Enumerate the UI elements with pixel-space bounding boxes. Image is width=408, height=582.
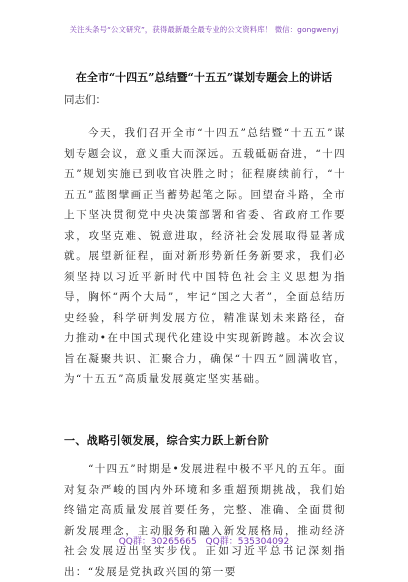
document-title: 在全市“十四五”总结暨“十五五”谋划专题会上的讲话 xyxy=(75,71,333,84)
body-paragraph-section-one: “十四五”时期是•发展进程中极不平凡的五年。面对复杂严峻的国内外环境和多重超预期挑战，我们始终锚定高质量发展首要任务，完整、准确、全面贯彻新发展理念，主动服务和融入新发展格局，推动经济社会发展迈出坚实步伐。正如习近平总书记深刻指出：“发展是党执政兴国的第一要 xyxy=(64,463,346,578)
salutation: 同志们： xyxy=(64,94,106,106)
promo-banner: 关注头条号“公文研究”，获得最新最全最专业的公文资料库！ 微信：gongwenyj xyxy=(69,25,339,34)
qq-group-footer: QQ群：30265665 QQ群：535304092 xyxy=(118,537,290,547)
section-heading: 一、战略引领发展，综合实力跃上新台阶 xyxy=(64,434,270,447)
body-paragraph-intro: 今天，我们召开全市“十四五”总结暨“十五五”谋划专题会议，意义重大而深远。五载砥砺奋进，“十四五”规划实施已到收官决胜之时；征程赓续前行，“十五五”蓝图擘画正当蓄势起笔之际。回望奋斗路，全市上下坚决贯彻党中央决策部署和省委、省政府工作要求，攻坚克难、锐意进取，经济社会发展取得显著成就。展望新征程，面对新形势新任务新要求，我们必须坚持以习近平新时代中国特色社会主义思想为指导，胸怀“两个大局”，牢记“国之大者”，全面总结历史经验，科学研判发展方位，精准谋划未来路径，奋力推动•在中国式现代化建设中实现新跨越。本次会议旨在凝聚共识、汇聚合力，确保“十四五”圆满收官，为“十五五”高质量发展奠定坚实基础。 xyxy=(64,127,346,385)
